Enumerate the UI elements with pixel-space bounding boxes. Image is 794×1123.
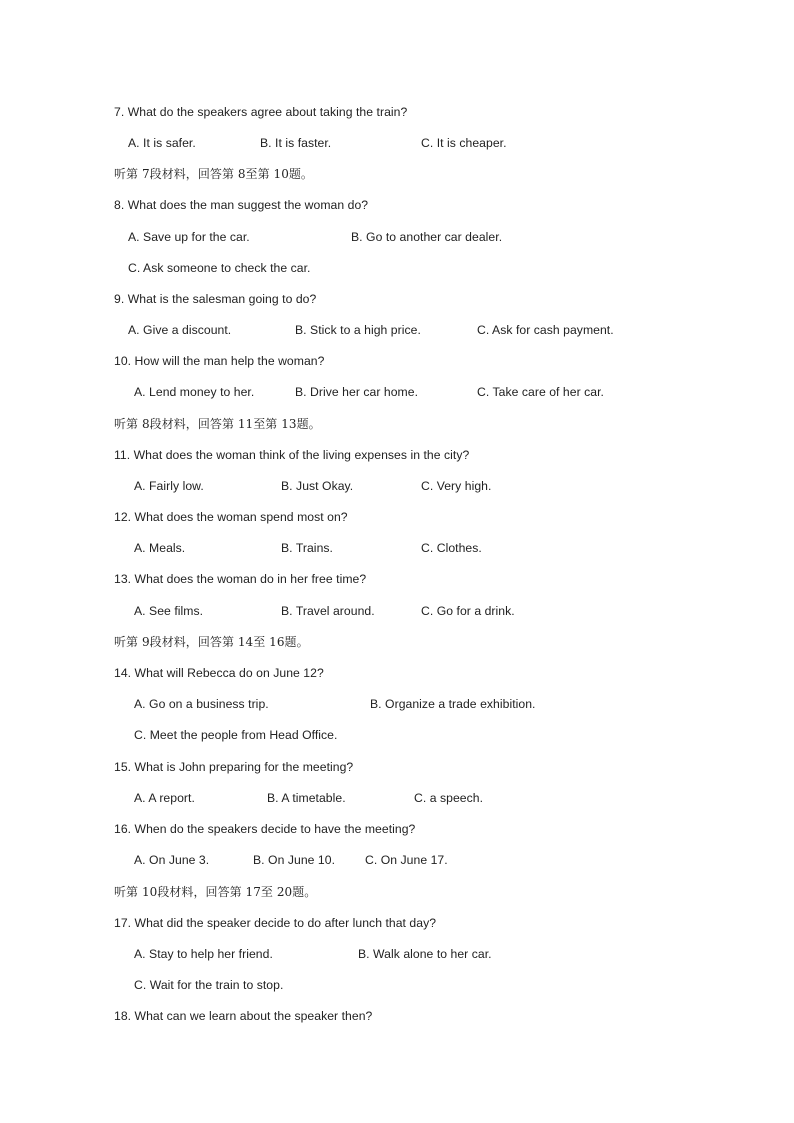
question-11-option-b: B. Just Okay. xyxy=(281,479,354,493)
question-15-stem: 15. What is John preparing for the meeting? xyxy=(114,760,354,774)
question-7-option-a: A. It is safer. xyxy=(128,136,196,150)
question-10-option-a: A. Lend money to her. xyxy=(134,385,255,399)
question-9-option-b: B. Stick to a high price. xyxy=(295,323,421,337)
section-heading-9: 听第 9段材料，回答第 14至 16题。 xyxy=(114,635,309,649)
question-12-option-c: C. Clothes. xyxy=(421,541,482,555)
question-13-option-c: C. Go for a drink. xyxy=(421,604,515,618)
question-10-option-b: B. Drive her car home. xyxy=(295,385,419,399)
question-12-option-a: A. Meals. xyxy=(134,541,186,555)
section-heading-8: 听第 8段材料，回答第 11至第 13题。 xyxy=(114,417,321,431)
question-11-option-a: A. Fairly low. xyxy=(134,479,204,493)
question-13-option-b: B. Travel around. xyxy=(281,604,375,618)
question-8-option-c: C. Ask someone to check the car. xyxy=(128,261,311,275)
question-7-option-c: C. It is cheaper. xyxy=(421,136,507,150)
question-12-stem: 12. What does the woman spend most on? xyxy=(114,510,348,524)
question-15-option-a: A. A report. xyxy=(134,791,195,805)
question-11-stem: 11. What does the woman think of the living expenses in the city? xyxy=(114,448,470,462)
question-8-stem: 8. What does the man suggest the woman do? xyxy=(114,198,369,212)
question-14-option-c: C. Meet the people from Head Office. xyxy=(134,728,338,742)
section-heading-10: 听第 10段材料，回答第 17至 20题。 xyxy=(114,885,317,899)
question-14-stem: 14. What will Rebecca do on June 12? xyxy=(114,666,324,680)
question-11-option-c: C. Very high. xyxy=(421,479,492,493)
question-14-option-a: A. Go on a business trip. xyxy=(134,697,269,711)
question-15-option-c: C. a speech. xyxy=(414,791,484,805)
question-9-option-c: C. Ask for cash payment. xyxy=(477,323,614,337)
question-9-option-a: A. Give a discount. xyxy=(128,323,232,337)
question-16-option-a: A. On June 3. xyxy=(134,853,210,867)
question-7-option-b: B. It is faster. xyxy=(260,136,332,150)
question-16-stem: 16. When do the speakers decide to have the meeting? xyxy=(114,822,416,836)
question-17-option-c: C. Wait for the train to stop. xyxy=(134,978,284,992)
question-10-stem: 10. How will the man help the woman? xyxy=(114,354,325,368)
question-13-stem: 13. What does the woman do in her free time? xyxy=(114,572,367,586)
question-16-option-b: B. On June 10. xyxy=(253,853,336,867)
question-8-option-a: A. Save up for the car. xyxy=(128,230,250,244)
question-12-option-b: B. Trains. xyxy=(281,541,333,555)
question-18-stem: 18. What can we learn about the speaker then? xyxy=(114,1009,373,1023)
question-13-option-a: A. See films. xyxy=(134,604,204,618)
question-17-option-b: B. Walk alone to her car. xyxy=(358,947,492,961)
question-10-option-c: C. Take care of her car. xyxy=(477,385,604,399)
question-17-option-a: A. Stay to help her friend. xyxy=(134,947,273,961)
question-15-option-b: B. A timetable. xyxy=(267,791,346,805)
question-14-option-b: B. Organize a trade exhibition. xyxy=(370,697,536,711)
question-9-stem: 9. What is the salesman going to do? xyxy=(114,292,317,306)
question-16-option-c: C. On June 17. xyxy=(365,853,448,867)
section-heading-7: 听第 7段材料，回答第 8至第 10题。 xyxy=(114,167,313,181)
question-7-stem: 7. What do the speakers agree about taking the train? xyxy=(114,105,408,119)
question-8-option-b: B. Go to another car dealer. xyxy=(351,230,503,244)
question-17-stem: 17. What did the speaker decide to do after lunch that day? xyxy=(114,916,437,930)
